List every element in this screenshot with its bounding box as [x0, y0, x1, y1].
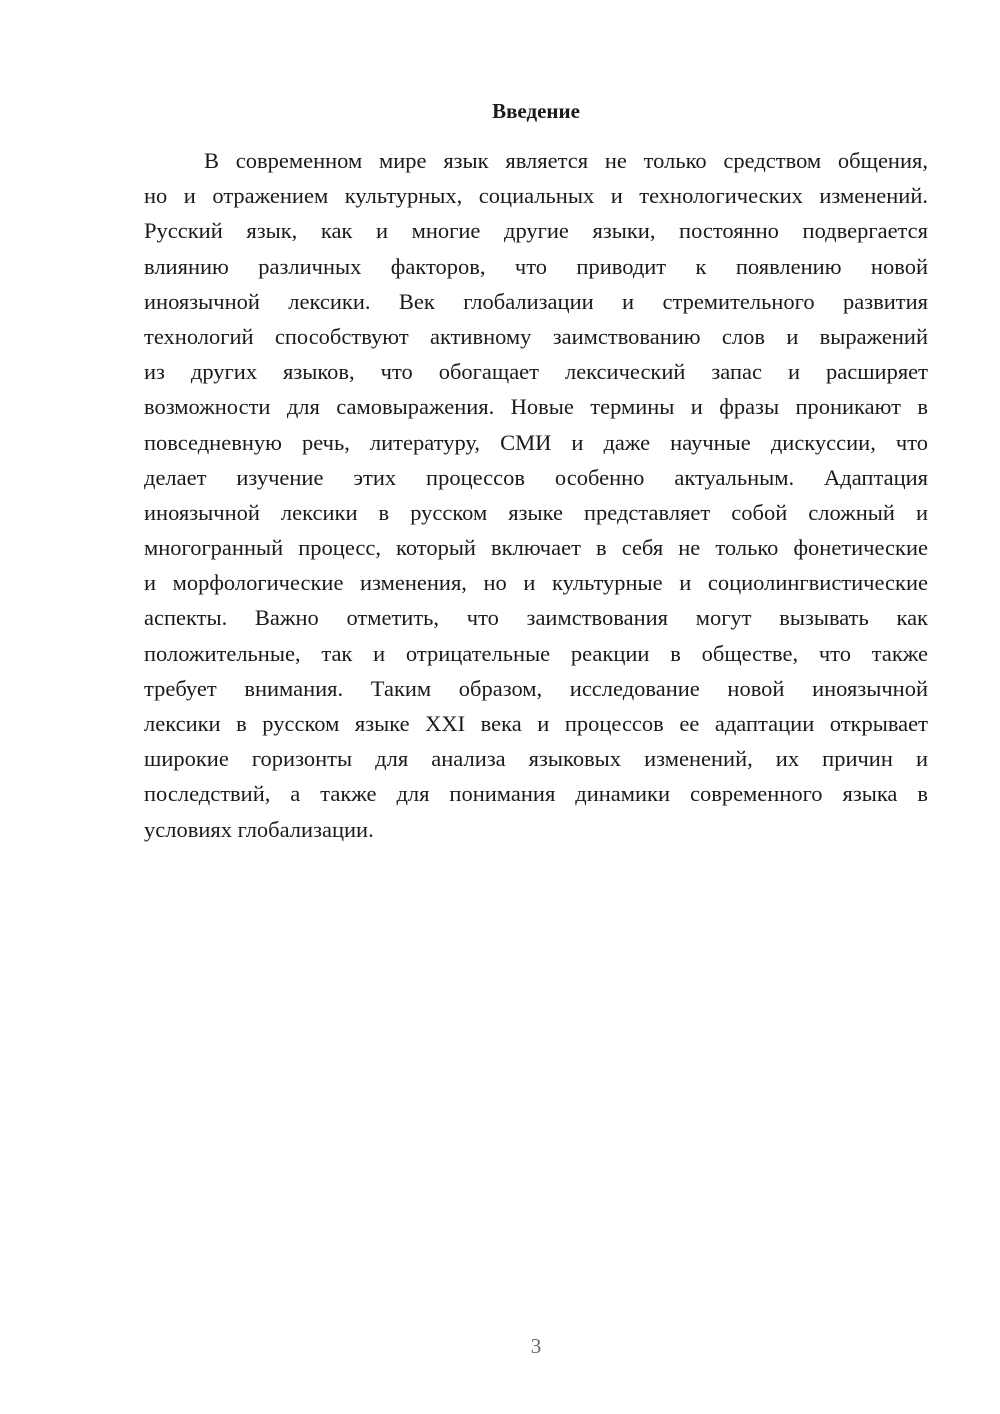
paragraph-line: иноязычной лексики в русском языке представляет собой сложный и	[144, 499, 928, 525]
paragraph-line: последствий, а также для понимания динамики современного языка в	[144, 781, 928, 807]
paragraph-line: возможности для самовыражения. Новые термины и фразы проникают в	[144, 394, 928, 420]
paragraph-line: требует внимания. Таким образом, исследование новой иноязычной	[144, 675, 928, 701]
section-heading: Введение	[492, 99, 580, 123]
paragraph-line: но и отражением культурных, социальных и технологических изменений.	[144, 183, 928, 209]
paragraph-line: Русский язык, как и многие другие языки, постоянно подвергается	[144, 218, 928, 244]
page-number: 3	[530, 1334, 542, 1358]
paragraph-line: аспекты. Важно отметить, что заимствования могут вызывать как	[144, 605, 928, 631]
paragraph-line: повседневную речь, литературу, СМИ и даже научные дискуссии, что	[144, 429, 928, 455]
paragraph-line: иноязычной лексики. Век глобализации и стремительного развития	[144, 288, 928, 314]
paragraph-line: положительные, так и отрицательные реакции в обществе, что также	[144, 640, 928, 666]
paragraph-line: технологий способствуют активному заимствованию слов и выражений	[144, 323, 928, 349]
paragraph-line: влиянию различных факторов, что приводит к появлению новой	[144, 253, 928, 279]
paragraph-line: В современном мире язык является не только средством общения,	[204, 148, 928, 173]
paragraph-line: и морфологические изменения, но и культурные и социолингвистические	[144, 570, 928, 596]
body-paragraph	[144, 143, 928, 847]
paragraph-line: условиях глобализации.	[144, 816, 374, 842]
paragraph-line: лексики в русском языке XXI века и процессов ее адаптации открывает	[144, 711, 928, 736]
paragraph-line: из других языков, что обогащает лексический запас и расширяет	[144, 359, 928, 385]
paragraph-line: делает изучение этих процессов особенно актуальным. Адаптация	[144, 464, 928, 490]
paragraph-line: многогранный процесс, который включает в себя не только фонетические	[144, 535, 928, 561]
paragraph-line: широкие горизонты для анализа языковых изменений, их причин и	[144, 746, 928, 772]
